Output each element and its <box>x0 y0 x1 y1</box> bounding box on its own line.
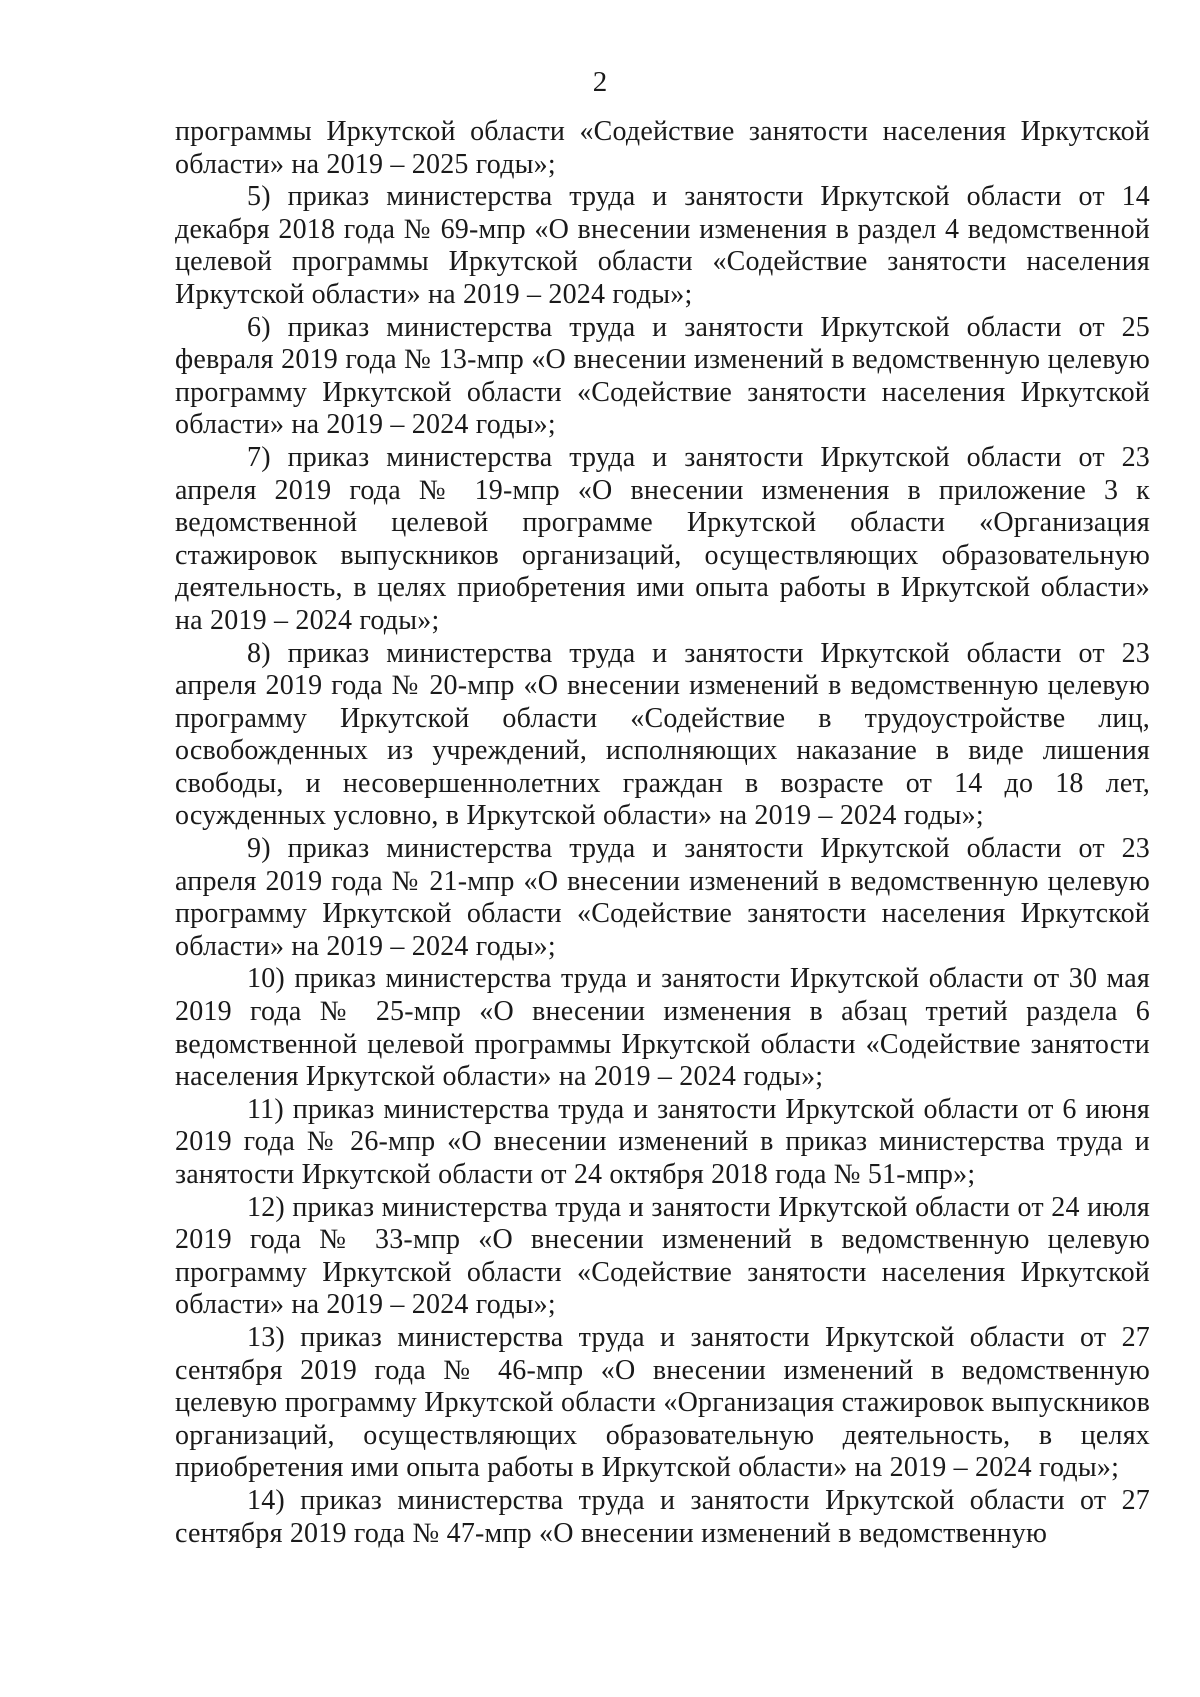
list-item-11: 11) приказ министерства труда и занятости Иркутской области от 6 июня 2019 года № 26-мпр «О внесении изменений в приказ министерства труда и занятости Иркутской области от 24 октября 2018 года № 51-мпр»; <box>175 1093 1150 1190</box>
list-item-12: 12) приказ министерства труда и занятости Иркутской области от 24 июля 2019 года № 33-мпр «О внесении изменений в ведомственную целевую программу Иркутской области «Содействие занятости населения Иркутской области» на 2019 – 2024 годы»; <box>175 1191 1150 1321</box>
list-item-9: 9) приказ министерства труда и занятости Иркутской области от 23 апреля 2019 года № 21-мпр «О внесении изменений в ведомственную целевую программу Иркутской области «Содействие занятости населения Иркутской области» на 2019 – 2024 годы»; <box>175 833 1150 962</box>
list-item-7: 7) приказ министерства труда и занятости Иркутской области от 23 апреля 2019 года № 19-мпр «О внесении изменения в приложение 3 к ведомственной целевой программе Иркутской области «Организация стажировок выпускников организаций, осуществляющих образовательную деятельность, в целях приобретения ими опыта работы в Иркутской области» на 2019 – 2024 годы»; <box>175 441 1150 636</box>
list-item-8: 8) приказ министерства труда и занятости Иркутской области от 23 апреля 2019 года № 20-мпр «О внесении изменений в ведомственную целевую программу Иркутской области «Содействие в трудоустройстве лиц, освобожденных из учреждений, исполняющих наказание в виде лишения свободы, и несовершеннолетних граждан в возрасте от 14 до 18 лет, осужденных условно, в Иркутской области» на 2019 – 2024 годы»; <box>175 637 1150 832</box>
paragraph-continuation: программы Иркутской области «Содействие занятости населения Иркутской области» на 2019 – 2025 годы»; <box>175 116 1150 180</box>
list-item-10: 10) приказ министерства труда и занятости Иркутской области от 30 мая 2019 года № 25-мпр «О внесении изменения в абзац третий раздела 6 ведомственной целевой программы Иркутской области «Содействие занятости населения Иркутской области» на 2019 – 2024 годы»; <box>175 963 1150 1093</box>
list-item-14: 14) приказ министерства труда и занятости Иркутской области от 27 сентября 2019 года № 47-мпр «О внесении изменений в ведомственную <box>175 1484 1150 1549</box>
page-number: 2 <box>592 66 608 98</box>
list-item-6: 6) приказ министерства труда и занятости Иркутской области от 25 февраля 2019 года № 13-мпр «О внесении изменений в ведомственную целевую программу Иркутской области «Содействие занятости населения Иркутской области» на 2019 – 2024 годы»; <box>175 311 1150 441</box>
document-body <box>175 116 1150 1550</box>
list-item-5: 5) приказ министерства труда и занятости Иркутской области от 14 декабря 2018 года № 69-мпр «О внесении изменения в раздел 4 ведомственной целевой программы Иркутской области «Содействие занятости населения Иркутской области» на 2019 – 2024 годы»; <box>175 181 1150 310</box>
list-item-13: 13) приказ министерства труда и занятости Иркутской области от 27 сентября 2019 года № 46-мпр «О внесении изменений в ведомственную целевую программу Иркутской области «Организация стажировок выпускников организаций, осуществляющих образовательную деятельность, в целях приобретения ими опыта работы в Иркутской области» на 2019 – 2024 годы»; <box>175 1321 1150 1484</box>
